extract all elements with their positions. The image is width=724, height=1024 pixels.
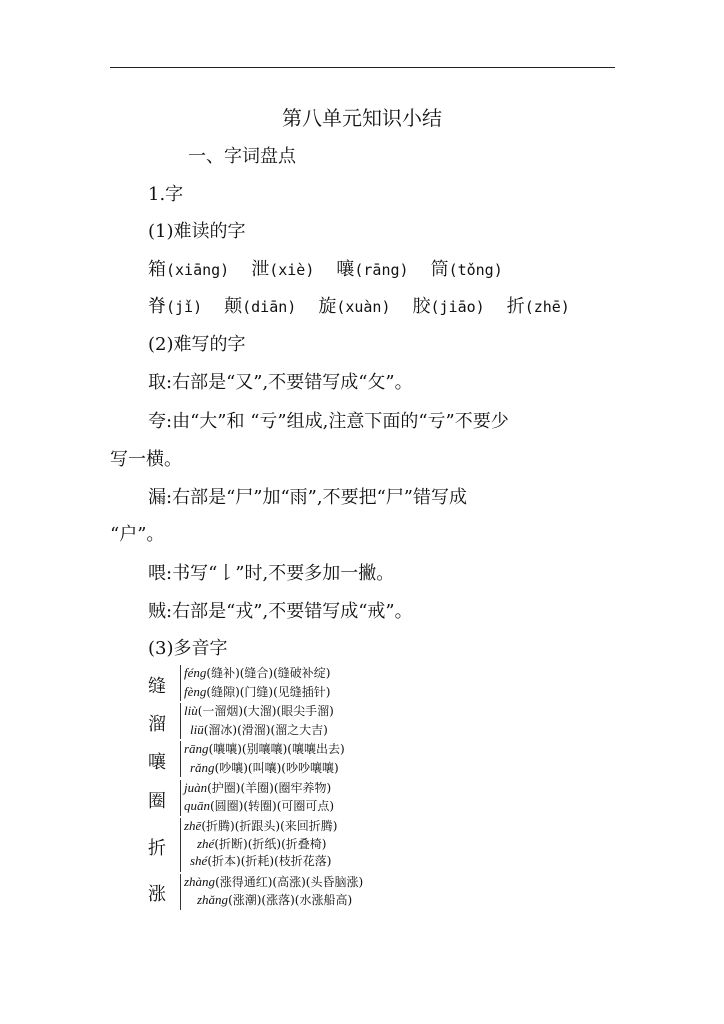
reading-words: (一溜烟)(大溜)(眼尖手溜) <box>197 704 334 718</box>
hard-read-pinyin: (xuàn) <box>336 298 391 316</box>
polyphone-char: 缝 <box>148 676 166 697</box>
polyphone-reading <box>197 836 326 852</box>
hard-write-lou-line2: “户”。 <box>110 524 165 545</box>
reading-pinyin: rǎng <box>190 760 215 775</box>
hard-read-char: 旋 <box>318 296 337 317</box>
hard-read-pinyin: (diān) <box>242 298 297 316</box>
hard-write-kua-line1: 夸:由“大”和 “亏”组成,注意下面的“亏”不要少 <box>148 411 509 432</box>
reading-pinyin: fèng <box>184 684 207 699</box>
polyphone-brace <box>180 780 181 816</box>
hard-read-char: 颠 <box>224 296 243 317</box>
hard-read-pinyin: (jǐ) <box>166 298 203 316</box>
polyphone-reading <box>184 818 337 834</box>
hard-read-pinyin: (zhē) <box>524 298 570 316</box>
reading-pinyin: quān <box>184 798 210 813</box>
reading-words: (缝隙)(门缝)(见缝插针) <box>206 685 331 699</box>
section-heading: 一、字词盘点 <box>188 146 296 167</box>
reading-pinyin: zhàng <box>184 874 216 889</box>
reading-words: (嚷嚷)(别嚷嚷)(嚷嚷出去) <box>208 742 345 756</box>
polyphone-reading <box>190 853 331 869</box>
hard-read-pinyin: (tǒng) <box>448 261 503 279</box>
hard-write-kua-line2: 写一横。 <box>110 449 182 470</box>
polyphone-brace <box>180 703 181 739</box>
polyphone-brace <box>180 818 181 872</box>
polyphone-reading <box>184 741 345 757</box>
subsection-heading: 1.字 <box>148 184 184 205</box>
hard-read-char: 嚷 <box>336 259 355 280</box>
reading-pinyin: liù <box>184 703 198 718</box>
hard-read-heading: (1)难读的字 <box>148 221 246 242</box>
polyphone-reading <box>197 892 352 908</box>
polyphone-brace <box>180 741 181 777</box>
polyphone-brace <box>180 665 181 701</box>
polyphone-char: 嚷 <box>148 752 166 773</box>
reading-words: (涨得通红)(高涨)(头昏脑涨) <box>215 875 364 889</box>
reading-pinyin: shé <box>190 853 208 868</box>
polyphone-reading <box>184 684 330 700</box>
page-title: 第八单元知识小结 <box>282 106 442 130</box>
reading-pinyin: zhǎng <box>197 892 229 907</box>
header-rule <box>110 67 615 68</box>
reading-words: (涨潮)(涨落)(水涨船高) <box>228 893 353 907</box>
hard-read-char: 折 <box>506 296 525 317</box>
reading-pinyin: juàn <box>184 780 208 795</box>
polyphone-brace <box>180 874 181 910</box>
polyphone-reading <box>184 874 363 890</box>
polyphone-reading <box>190 760 339 776</box>
hard-read-row-2 <box>148 295 570 319</box>
hard-read-pinyin: (xiè) <box>269 261 315 279</box>
reading-pinyin: liū <box>190 722 204 737</box>
hard-write-qu: 取:右部是“又”,不要错写成“攵”。 <box>148 372 413 393</box>
hard-write-lou-line1: 漏:右部是“尸”加“雨”,不要把“尸”错写成 <box>148 487 467 508</box>
polyphone-reading <box>184 703 334 719</box>
polyphone-char: 涨 <box>148 884 166 905</box>
polyphone-char: 圈 <box>148 791 166 812</box>
reading-pinyin: zhē <box>184 818 202 833</box>
hard-read-char: 箱 <box>148 259 166 280</box>
hard-read-char: 泄 <box>251 259 270 280</box>
polyphone-reading <box>184 798 334 814</box>
reading-pinyin: zhé <box>197 836 215 851</box>
hard-read-pinyin: (rāng) <box>354 261 409 279</box>
hard-write-heading: (2)难写的字 <box>148 334 246 355</box>
reading-words: (吵嚷)(叫嚷)(吵吵嚷嚷) <box>214 761 339 775</box>
reading-words: (护圈)(羊圈)(圈牢养物) <box>207 781 332 795</box>
hard-write-zei: 贼:右部是“戎”,不要错写成“戒”。 <box>148 601 413 622</box>
reading-pinyin: rāng <box>184 741 209 756</box>
reading-words: (折断)(折纸)(折叠椅) <box>214 837 327 851</box>
reading-pinyin: féng <box>184 665 207 680</box>
hard-read-char: 胶 <box>412 296 431 317</box>
polyphone-reading <box>184 665 330 681</box>
polyphone-reading <box>184 780 331 796</box>
reading-words: (圆圈)(转圈)(可圈可点) <box>210 799 335 813</box>
reading-words: (折本)(折耗)(枝折花落) <box>207 854 332 868</box>
hard-read-char: 脊 <box>148 296 166 317</box>
polyphone-reading <box>190 722 328 738</box>
reading-words: (折腾)(折跟头)(来回折腾) <box>201 819 338 833</box>
hard-read-char: 筒 <box>430 259 449 280</box>
reading-words: (缝补)(缝合)(缝破补绽) <box>206 666 331 680</box>
hard-write-wei: 喂:书写“𠄌”时,不要多加一撇。 <box>148 563 395 584</box>
hard-read-pinyin: (jiāo) <box>430 298 485 316</box>
polyphone-heading: (3)多音字 <box>148 638 228 659</box>
hard-read-pinyin: (xiāng) <box>166 261 230 279</box>
reading-words: (溜冰)(滑溜)(溜之大吉) <box>203 723 328 737</box>
hard-read-row-1 <box>148 258 503 282</box>
polyphone-char: 折 <box>148 838 166 859</box>
polyphone-char: 溜 <box>148 714 166 735</box>
